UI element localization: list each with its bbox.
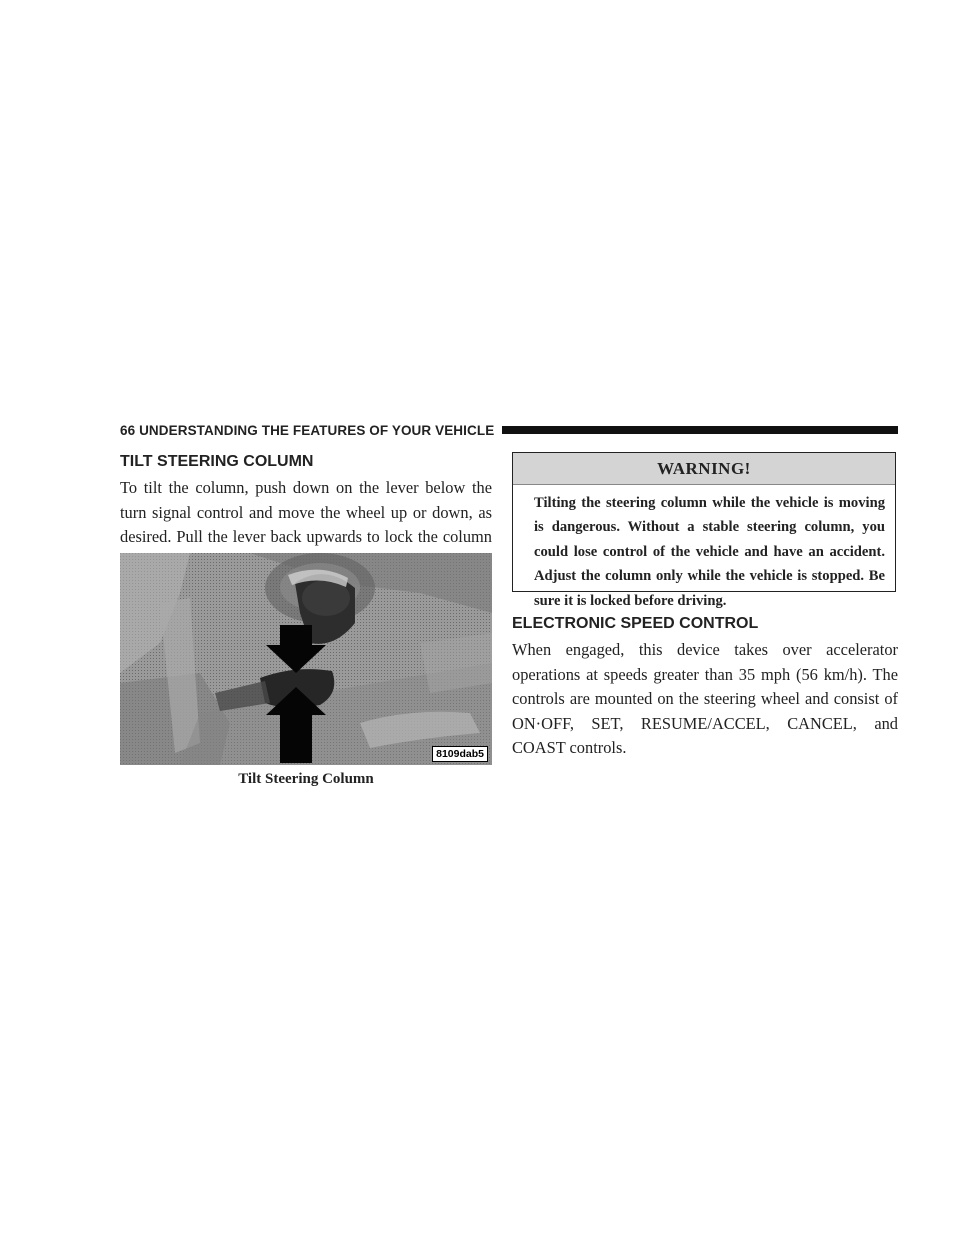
speed-control-section: [512, 614, 898, 761]
tilt-body: To tilt the column, push down on the lever below the turn signal control and move the wheel up or down, as desired. Pull the lever back upwards to lock the column: [120, 478, 492, 547]
warning-body: Tilting the steering column while the vehicle is moving is dangerous. Without a stable steering column, you could lose control of the vehicle and have an accident. Adjust the column only while the vehicle is stopped. Be sure it is locked before driving.: [534, 495, 885, 609]
warning-box: [512, 452, 896, 609]
speed-control-heading: ELECTRONIC SPEED CONTROL: [512, 615, 759, 632]
page-number: 66: [120, 422, 136, 438]
tilt-figure: [120, 553, 492, 765]
section-title: UNDERSTANDING THE FEATURES OF YOUR VEHICLE: [139, 422, 495, 438]
tilt-figure-illustration: [120, 553, 492, 765]
header-rule: [502, 426, 898, 434]
speed-control-body: When engaged, this device takes over accelerator operations at speeds greater than 35 mph (56 km/h). The controls are mounted on the steering wheel and consist of ON·OFF, SET, RESUME/ACCEL, CANCEL, and COAST controls.: [512, 640, 898, 758]
tilt-heading: TILT STEERING COLUMN: [120, 453, 314, 470]
page-header-text: [120, 423, 502, 438]
figure-tag: 8109dab5: [432, 746, 488, 762]
warning-title: WARNING!: [513, 453, 895, 485]
page-header: [120, 421, 898, 439]
figure-caption: Tilt Steering Column: [238, 771, 374, 787]
